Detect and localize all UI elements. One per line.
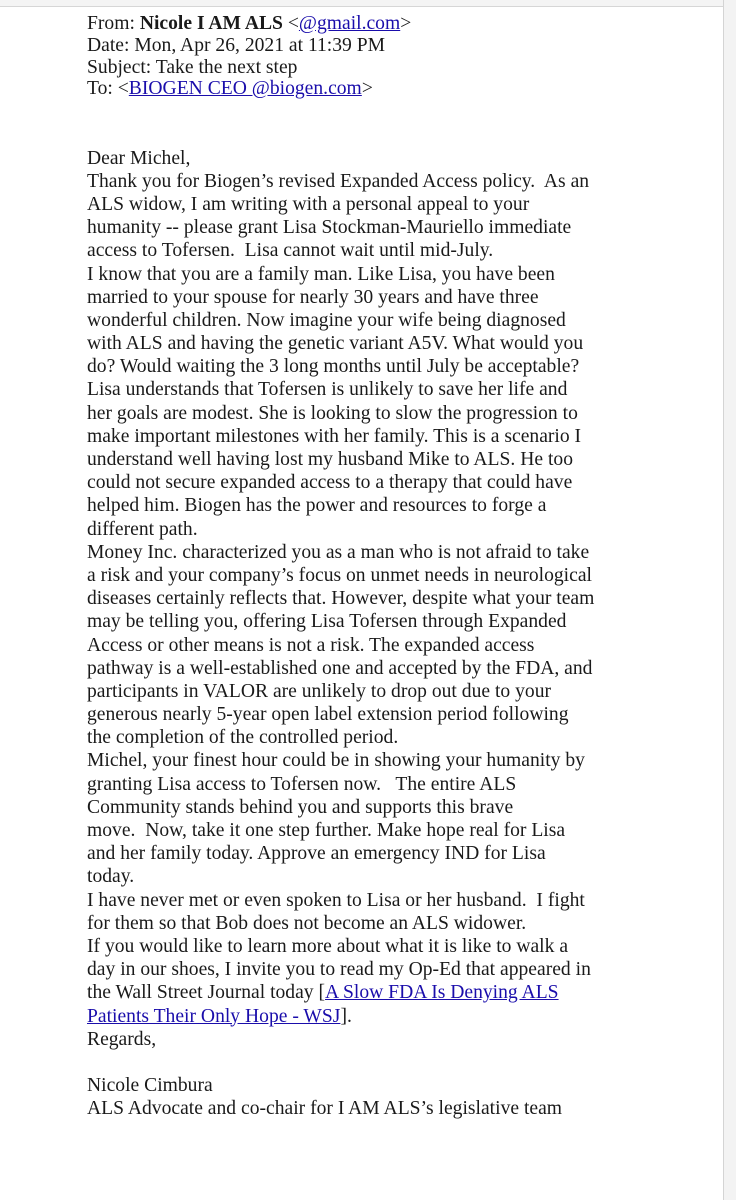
spacer: [87, 1051, 727, 1074]
sender-name: Nicole I AM ALS: [139, 13, 283, 34]
text-line: her goals are modest. She is looking to slow the progression to: [87, 402, 578, 424]
text-line: Access or other means is not a risk. The expanded access: [87, 634, 535, 656]
text-line: pathway is a well-established one and accepted by the FDA, and: [87, 657, 593, 679]
text-line: day in our shoes, I invite you to read my Op-Ed that appeared in: [87, 959, 591, 981]
text-line: generous nearly 5-year open label extension period following: [87, 704, 569, 726]
text-line: married to your spouse for nearly 30 years and have three: [87, 286, 539, 308]
text-line: for them so that Bob does not become an ALS widower.: [87, 912, 527, 934]
wsj-article-link[interactable]: A Slow FDA Is Denying ALS: [325, 982, 559, 1004]
to-line: To: <BIOGEN CEO @biogen.com>: [87, 78, 373, 100]
paragraph-1: [87, 170, 727, 263]
from-line: From: Nicole I AM ALS <@gmail.com>: [87, 13, 412, 34]
text-line: Community stands behind you and supports this brave: [87, 796, 514, 818]
paragraph-3: [87, 541, 727, 750]
text-line: today.: [87, 866, 135, 888]
text-line: diseases certainly reflects that. However, despite what your team: [87, 588, 595, 610]
spacer: [87, 123, 727, 146]
text-line: with ALS and having the genetic variant A5V. What would you: [87, 333, 584, 355]
text-line: Lisa understands that Tofersen is unlikely to save her life and: [87, 379, 568, 401]
subject-line: Subject: Take the next step: [87, 56, 298, 78]
text-line: understand well having lost my husband Mike to ALS. He too: [87, 449, 573, 470]
text-line: and her family today. Approve an emergency IND for Lisa: [87, 843, 546, 865]
text-line: ALS widow, I am writing with a personal appeal to your: [87, 193, 530, 215]
date-line: Date: Mon, Apr 26, 2021 at 11:39 PM: [87, 34, 386, 56]
paragraph-4: [87, 749, 727, 888]
signature-title: ALS Advocate and co-chair for I AM ALS’s legislative team: [87, 1098, 563, 1120]
paragraph-2: [87, 263, 727, 541]
window-top-edge: [0, 0, 736, 7]
text-line: Thank you for Biogen’s revised Expanded Access policy. As an: [87, 170, 590, 192]
spacer: [87, 100, 727, 123]
email-body: [87, 147, 727, 1121]
text-line: the completion of the controlled period.: [87, 727, 399, 749]
text-line: granting Lisa access to Tofersen now. The entire ALS: [87, 773, 517, 795]
text-line: access to Tofersen. Lisa cannot wait until mid-July.: [87, 240, 494, 262]
recipient-email-link[interactable]: BIOGEN CEO @biogen.com: [128, 78, 362, 100]
text-line: Money Inc. characterized you as a man who is not afraid to take: [87, 541, 590, 563]
text-line: different path.: [87, 518, 198, 540]
text-line: may be telling you, offering Lisa Tofersen through Expanded: [87, 611, 567, 633]
text-line: participants in VALOR are unlikely to drop out due to your: [87, 680, 552, 702]
text-line: helped him. Biogen has the power and resources to forge a: [87, 495, 547, 517]
text-line: do? Would waiting the 3 long months until July be acceptable?: [87, 356, 580, 378]
text-line: I know that you are a family man. Like Lisa, you have been: [87, 263, 555, 285]
paragraph-6: [87, 935, 727, 1028]
text-line: If you would like to learn more about what it is like to walk a: [87, 935, 569, 957]
text-line: wonderful children. Now imagine your wife being diagnosed: [87, 309, 566, 331]
wsj-article-link-continued[interactable]: Patients Their Only Hope - WSJ: [87, 1005, 341, 1027]
text-line: Patients Their Only Hope - WSJ].: [87, 1005, 352, 1027]
salutation: Dear Michel,: [87, 147, 191, 169]
sender-email-link[interactable]: @gmail.com: [298, 13, 401, 34]
signature-name: Nicole Cimbura: [87, 1075, 213, 1097]
closing: Regards,: [87, 1028, 157, 1050]
text-line: move. Now, take it one step further. Make hope real for Lisa: [87, 820, 566, 841]
paragraph-5: [87, 889, 727, 935]
text-line: humanity -- please grant Lisa Stockman-Mauriello immediate: [87, 217, 572, 239]
text-line: make important milestones with her family. This is a scenario I: [87, 425, 582, 447]
email-headers: [87, 13, 727, 100]
text-line: the Wall Street Journal today [A Slow FDA Is Denying ALS: [87, 982, 559, 1004]
text-line: a risk and your company’s focus on unmet needs in neurological: [87, 564, 592, 586]
text-line: could not secure expanded access to a therapy that could have: [87, 472, 573, 494]
text-line: I have never met or even spoken to Lisa or her husband. I fight: [87, 889, 585, 911]
text-line: Michel, your finest hour could be in showing your humanity by: [87, 750, 585, 772]
email-message: [87, 13, 727, 1120]
